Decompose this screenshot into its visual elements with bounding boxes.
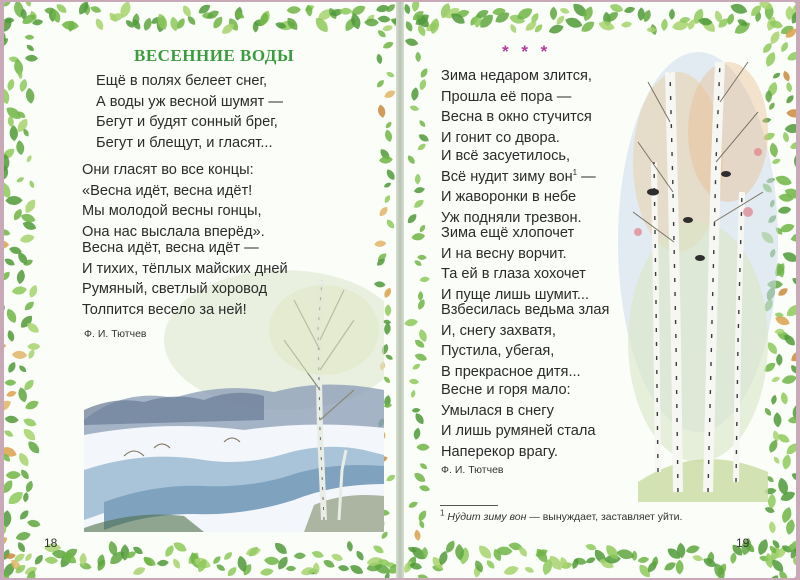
leaf-decoration xyxy=(338,564,350,572)
leaf-decoration xyxy=(25,154,32,163)
leaf-decoration xyxy=(785,81,793,92)
poem-line: Уж подняли трезвон. xyxy=(441,209,582,226)
leaf-decoration xyxy=(24,398,41,411)
leaf-decoration xyxy=(9,125,18,141)
right-stanza-3 xyxy=(441,223,589,305)
poem-line: Толпится весело за ней! xyxy=(82,301,247,318)
leaf-decoration xyxy=(181,4,193,19)
poem-line: Они гласят во все концы: xyxy=(82,162,254,178)
leaf-decoration xyxy=(404,318,418,327)
poem-line: И пуще лишь шумит... xyxy=(441,286,590,303)
leaf-decoration xyxy=(418,291,424,301)
leaf-decoration xyxy=(15,530,32,542)
leaf-decoration xyxy=(12,207,24,222)
poem-line: И на весну ворчит. xyxy=(441,245,567,262)
leaf-decoration xyxy=(348,563,365,577)
leaf-decoration xyxy=(4,415,19,424)
leaf-decoration xyxy=(346,540,354,552)
leaf-decoration xyxy=(730,552,737,564)
poem-line: А воды уж весной шумят — xyxy=(96,93,284,110)
leaf-decoration xyxy=(378,205,390,218)
leaf-decoration xyxy=(383,88,397,99)
footnote-number: 1 xyxy=(440,508,445,518)
leaf-decoration xyxy=(417,509,429,523)
footnote-definition: — вынуждает, заставляет уйти. xyxy=(526,511,683,523)
leaf-decoration xyxy=(781,454,792,471)
leaf-decoration xyxy=(6,390,18,398)
leaf-decoration xyxy=(385,473,396,483)
leaf-decoration xyxy=(26,439,42,456)
poem-line: Взбесилась ведьма злая xyxy=(441,302,610,318)
leaf-decoration xyxy=(24,480,34,494)
leaf-decoration xyxy=(663,560,678,572)
poem-line: Ещё в полях белеет снег, xyxy=(96,73,268,89)
leaf-decoration xyxy=(375,79,385,89)
leaf-decoration xyxy=(559,7,570,15)
leaf-decoration xyxy=(789,140,796,151)
footnote-divider xyxy=(440,505,498,506)
leaf-decoration xyxy=(413,427,422,440)
leaf-decoration xyxy=(18,508,31,521)
leaf-decoration xyxy=(509,23,518,34)
leaf-decoration xyxy=(245,545,262,557)
leaf-decoration xyxy=(19,468,31,481)
leaf-decoration xyxy=(27,343,40,350)
poem-line: И всё засуетилось, xyxy=(441,148,571,164)
poem-line: Прошла её пора — xyxy=(441,88,572,105)
right-stanza-1 xyxy=(441,66,592,148)
leaf-decoration xyxy=(16,451,31,468)
leaf-decoration xyxy=(609,2,625,14)
leaf-decoration xyxy=(186,14,197,26)
leaf-decoration xyxy=(418,484,430,492)
leaf-decoration xyxy=(385,353,394,361)
leaf-decoration xyxy=(385,218,396,230)
leaf-decoration xyxy=(26,519,41,529)
poem-line: Весне и горя мало: xyxy=(441,382,571,398)
book-spread xyxy=(4,2,796,578)
leaf-decoration xyxy=(16,176,25,184)
footnote-term: Нýдит зиму вон xyxy=(447,511,527,523)
leaf-decoration xyxy=(384,129,394,143)
poem-line: Мы молодой весны гонцы, xyxy=(82,203,262,219)
leaf-decoration xyxy=(172,540,189,554)
leaf-decoration xyxy=(286,6,301,14)
ornament-stars: * * * xyxy=(502,42,552,61)
leaf-decoration xyxy=(25,55,38,62)
poem-line: В прекрасное дитя... xyxy=(441,363,581,380)
leaf-decoration xyxy=(379,156,393,164)
leaf-decoration xyxy=(375,4,389,14)
poem-line: «Весна идёт, весна идёт! xyxy=(82,182,253,199)
leaf-decoration xyxy=(16,541,27,554)
leaf-decoration xyxy=(417,132,430,143)
leaf-decoration xyxy=(22,492,29,503)
leaf-decoration xyxy=(94,17,105,31)
leaf-decoration xyxy=(411,232,425,241)
leaf-decoration xyxy=(623,6,635,15)
leaf-decoration xyxy=(410,389,416,398)
right-page xyxy=(404,2,796,578)
poem-line: Весна в окно стучится xyxy=(441,109,592,125)
leaf-decoration xyxy=(413,186,425,194)
leaf-decoration xyxy=(411,2,420,12)
leaf-decoration xyxy=(383,194,391,204)
right-stanza-4 xyxy=(441,300,609,382)
leaf-decoration xyxy=(377,15,390,23)
leaf-decoration xyxy=(417,255,427,261)
leaf-decoration xyxy=(416,142,427,152)
leaf-decoration xyxy=(4,240,9,249)
leaf-decoration xyxy=(413,259,422,267)
right-author: Ф. И. Тютчев xyxy=(441,464,504,476)
leaf-decoration xyxy=(564,15,584,30)
leaf-decoration xyxy=(383,181,392,189)
poem-line-dash: — xyxy=(577,168,596,185)
leaf-decoration xyxy=(409,378,420,385)
leaf-decoration xyxy=(412,408,421,413)
leaf-decoration xyxy=(330,552,344,563)
leaf-decoration xyxy=(12,350,28,359)
leaf-decoration xyxy=(764,506,776,515)
leaf-decoration xyxy=(4,510,12,528)
leaf-decoration xyxy=(385,168,397,182)
leaf-decoration xyxy=(226,565,239,578)
leaf-decoration xyxy=(6,361,17,375)
page-number-left: 18 xyxy=(44,536,58,550)
leaf-decoration xyxy=(23,300,36,313)
leaf-decoration xyxy=(376,53,383,64)
leaf-decoration xyxy=(385,71,395,79)
left-author: Ф. И. Тютчев xyxy=(84,328,147,340)
leaf-decoration xyxy=(411,362,421,371)
leaf-decoration xyxy=(780,392,789,406)
poem-line: И тихих, тёплых майских дней xyxy=(82,260,288,277)
leaf-decoration xyxy=(418,224,426,234)
leaf-decoration xyxy=(4,307,18,325)
poem-line: Она нас выслала вперёд». xyxy=(82,223,265,240)
leaf-decoration xyxy=(18,364,28,374)
leaf-decoration xyxy=(4,257,16,268)
leaf-decoration xyxy=(89,5,102,15)
leaf-decoration xyxy=(404,20,414,33)
leaf-decoration xyxy=(171,557,182,570)
leaf-decoration xyxy=(215,563,226,573)
poem-line: Та ей в глаза хохочет xyxy=(441,266,586,282)
leaf-decoration xyxy=(768,573,780,578)
leaf-decoration xyxy=(6,471,21,479)
poem-line: Зима недаром злится, xyxy=(441,68,592,84)
leaf-decoration xyxy=(16,269,26,285)
leaf-decoration xyxy=(418,519,425,529)
leaf-decoration xyxy=(413,411,426,426)
leaf-decoration xyxy=(25,35,35,40)
leaf-decoration xyxy=(23,197,38,215)
leaf-decoration xyxy=(383,286,393,299)
leaf-decoration xyxy=(382,40,395,50)
leaf-decoration xyxy=(311,550,325,560)
leaf-decoration xyxy=(6,489,26,507)
poem-line-text: Всё нудит зиму вон xyxy=(441,168,573,185)
leaf-decoration xyxy=(416,444,429,451)
poem-line: И жаворонки в небе xyxy=(441,189,577,205)
leaf-decoration xyxy=(355,549,366,562)
poem-line: Умылася в снегу xyxy=(441,402,554,419)
leaf-decoration xyxy=(15,140,25,156)
leaf-decoration xyxy=(789,364,796,376)
left-stanza-1 xyxy=(96,71,283,153)
leaf-decoration xyxy=(264,556,280,566)
leaf-decoration xyxy=(784,441,796,457)
leaf-decoration xyxy=(163,544,176,559)
leaf-decoration xyxy=(669,9,675,20)
footnote xyxy=(440,508,683,523)
left-page xyxy=(4,2,398,578)
leaf-decoration xyxy=(585,556,596,565)
leaf-decoration xyxy=(415,52,421,63)
leaf-decoration xyxy=(19,233,35,244)
leaf-decoration xyxy=(785,94,796,105)
poem-line-with-footnote xyxy=(441,167,596,188)
leaf-decoration xyxy=(782,70,792,82)
leaf-decoration xyxy=(24,552,34,562)
poem-line: И лишь румяней стала xyxy=(441,423,596,439)
leaf-decoration xyxy=(406,154,417,165)
leaf-decoration xyxy=(4,379,16,385)
footnote-mark: 1 xyxy=(572,167,578,177)
leaf-decoration xyxy=(476,543,494,562)
leaf-decoration xyxy=(374,240,387,248)
leaf-decoration xyxy=(157,559,169,566)
leaf-decoration xyxy=(384,120,392,129)
leaf-decoration xyxy=(212,555,223,566)
leaf-decoration xyxy=(25,43,35,52)
poem-title: ВЕСЕННИЕ ВОДЫ xyxy=(134,46,295,65)
leaf-decoration xyxy=(11,285,27,295)
leaf-decoration xyxy=(28,180,35,189)
leaf-decoration xyxy=(21,426,38,443)
leaf-decoration xyxy=(791,276,796,287)
page-number-right: 19 xyxy=(736,536,750,550)
leaf-decoration xyxy=(550,7,557,20)
leaf-decoration xyxy=(777,286,790,298)
leaf-decoration xyxy=(485,559,497,571)
right-stanza-2 xyxy=(441,146,596,228)
leaf-decoration xyxy=(782,131,790,143)
leaf-decoration xyxy=(24,2,32,8)
leaf-decoration xyxy=(372,543,386,555)
leaf-decoration xyxy=(4,398,13,414)
poem-line: Румяный, светлый хоровод xyxy=(82,281,268,297)
leaf-decoration xyxy=(784,302,796,319)
leaf-decoration xyxy=(406,212,419,225)
leaf-decoration xyxy=(502,564,519,577)
leaf-decoration xyxy=(33,553,45,566)
leaf-decoration xyxy=(787,416,796,425)
leaf-decoration xyxy=(6,329,15,342)
poem-line: Пустила, убегая, xyxy=(441,343,555,359)
leaf-decoration xyxy=(676,560,684,575)
leaf-decoration xyxy=(384,322,392,335)
leaf-decoration xyxy=(25,87,35,104)
leaf-decoration xyxy=(364,19,379,27)
leaf-decoration xyxy=(4,535,9,547)
leaf-decoration xyxy=(4,2,12,8)
leaf-decoration xyxy=(692,554,704,563)
leaf-decoration xyxy=(790,231,796,243)
leaf-decoration xyxy=(621,21,633,28)
leaf-decoration xyxy=(768,521,776,534)
birch-trees-illustration xyxy=(618,42,778,502)
leaf-decoration xyxy=(407,500,418,509)
leaf-decoration xyxy=(419,67,429,79)
leaf-decoration xyxy=(294,552,306,559)
left-stanza-2 xyxy=(82,160,265,242)
leaf-decoration xyxy=(790,471,796,482)
leaf-decoration xyxy=(286,566,296,572)
leaf-decoration xyxy=(547,23,564,36)
leaf-decoration xyxy=(409,104,420,112)
leaf-decoration xyxy=(260,567,275,576)
leaf-decoration xyxy=(4,343,7,351)
poem-line: И, снегу захватя, xyxy=(441,322,556,339)
leaf-decoration xyxy=(789,348,796,364)
leaf-decoration xyxy=(382,24,394,32)
leaf-decoration xyxy=(786,109,796,118)
leaf-decoration xyxy=(419,276,430,283)
leaf-decoration xyxy=(22,417,38,429)
poem-line: Наперекор врагу. xyxy=(441,443,558,460)
leaf-decoration xyxy=(414,352,428,362)
leaf-decoration xyxy=(272,540,289,556)
leaf-decoration xyxy=(579,19,596,35)
leaf-decoration xyxy=(385,304,392,316)
leaf-decoration xyxy=(404,37,419,47)
leaf-decoration xyxy=(4,304,7,316)
leaf-decoration xyxy=(414,529,422,541)
leaf-decoration xyxy=(786,50,796,63)
leaf-decoration xyxy=(4,228,11,237)
leaf-decoration xyxy=(779,41,789,54)
leaf-decoration xyxy=(222,550,233,561)
leaf-decoration xyxy=(4,429,14,439)
leaf-decoration xyxy=(404,3,411,15)
leaf-decoration xyxy=(793,153,796,170)
leaf-decoration xyxy=(412,471,427,485)
leaf-decoration xyxy=(339,8,352,15)
leaf-decoration xyxy=(781,250,796,265)
poem-line: И гонит со двора. xyxy=(441,129,560,146)
leaf-decoration xyxy=(781,374,796,386)
leaf-decoration xyxy=(142,17,153,32)
leaf-decoration xyxy=(418,78,427,91)
leaf-decoration xyxy=(685,544,701,555)
leaf-decoration xyxy=(661,18,669,31)
left-stanza-3 xyxy=(82,238,288,320)
poem-line: Весна идёт, весна идёт — xyxy=(82,240,259,256)
leaf-decoration xyxy=(132,565,147,577)
leaf-decoration xyxy=(419,462,429,471)
leaf-decoration xyxy=(412,198,425,210)
leaf-decoration xyxy=(27,348,36,360)
poem-line: Бегут и блещут, и гласят... xyxy=(96,134,273,151)
leaf-decoration xyxy=(27,284,39,299)
leaf-decoration xyxy=(6,78,16,92)
leaf-decoration xyxy=(410,87,419,102)
leaf-decoration xyxy=(4,478,15,495)
leaf-decoration xyxy=(377,104,387,119)
leaf-decoration xyxy=(524,565,535,574)
poem-line: Зима ещё хлопочет xyxy=(441,225,575,241)
leaf-decoration xyxy=(784,123,796,133)
right-stanza-5 xyxy=(441,380,596,462)
leaf-decoration xyxy=(418,119,427,128)
leaf-decoration xyxy=(415,174,421,185)
leaf-decoration xyxy=(637,556,649,564)
leaf-decoration xyxy=(322,558,336,570)
leaf-decoration xyxy=(777,206,791,215)
leaf-decoration xyxy=(416,572,431,578)
leaf-decoration xyxy=(4,270,12,282)
poem-line: Бегут и будят сонный брег, xyxy=(96,114,278,130)
